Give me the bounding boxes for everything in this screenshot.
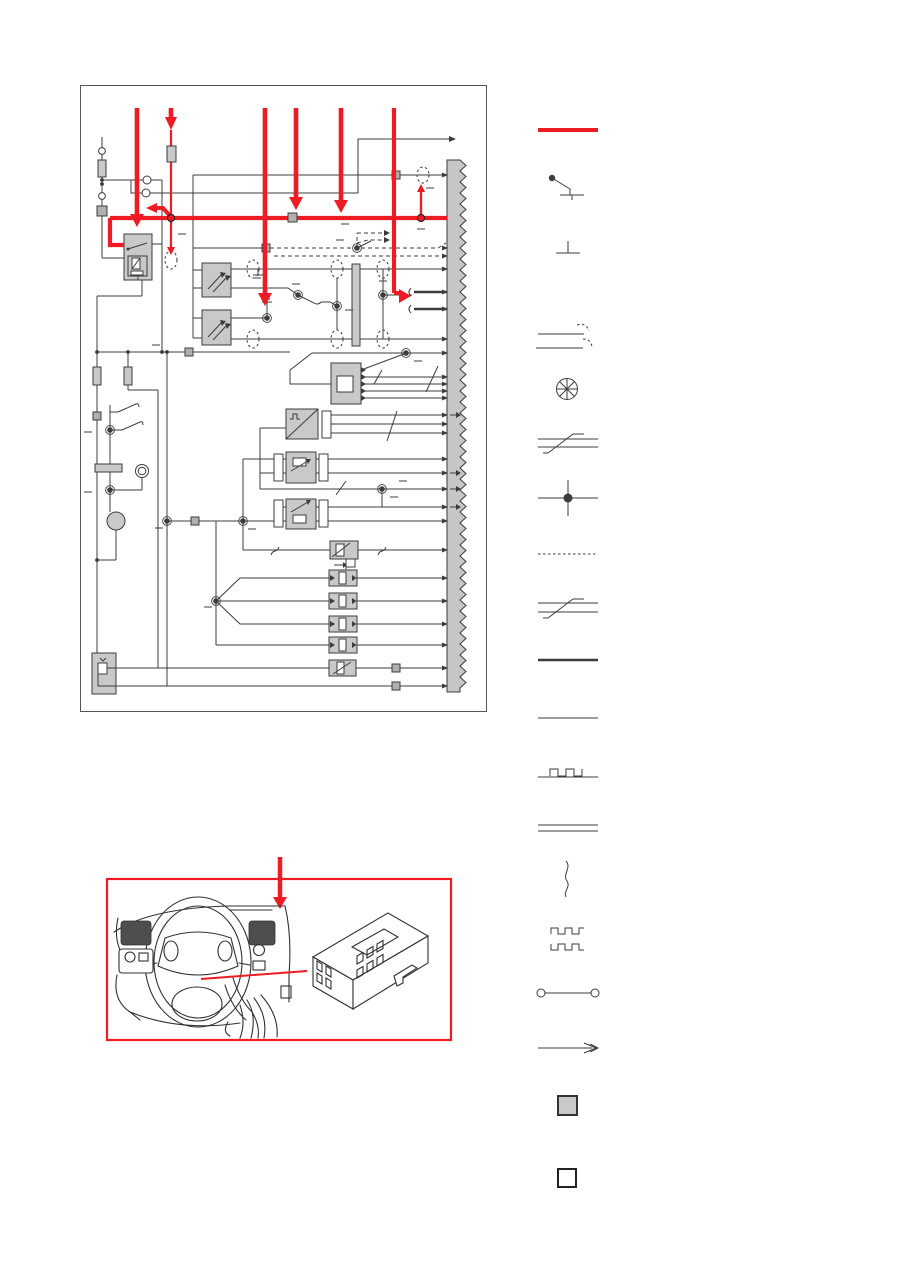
- control-unit-connector-bar: [447, 160, 466, 692]
- exit-arrow: [449, 136, 456, 142]
- relay: [124, 234, 152, 280]
- terminal: [143, 176, 151, 184]
- legend: [536, 130, 599, 1187]
- feed-arrow-2: [165, 117, 177, 130]
- temperature-sensor-2: [274, 499, 328, 529]
- fuse: [98, 160, 106, 177]
- coil-unit-1: [202, 263, 231, 297]
- legend-direction-arrow: [538, 1043, 598, 1053]
- gauge: [136, 465, 149, 478]
- sensor-unit-low: [329, 660, 356, 676]
- terminal: [99, 193, 106, 200]
- legend-shaded-component: [558, 1096, 577, 1115]
- legend-crossing-thin: [538, 434, 598, 453]
- control-module-isometric: [313, 913, 428, 1009]
- legend-double-wire: [538, 825, 598, 831]
- legend-unshaded-component: [558, 1169, 576, 1187]
- fuse-on-highlight: [167, 146, 176, 162]
- terminal: [99, 148, 106, 155]
- legend-flexible-wire: [565, 861, 568, 897]
- motor: [107, 512, 125, 530]
- feed-arrow-6: [394, 108, 399, 293]
- control-module-5pin: [331, 363, 366, 404]
- dashboard-location-callout: [107, 857, 451, 1040]
- highlight-red-layer: [110, 108, 447, 306]
- legend-detachable-connector: [536, 324, 592, 348]
- wiring-schematic: [81, 86, 487, 712]
- resistor: [95, 464, 122, 472]
- connector-strip: [352, 264, 360, 346]
- right-air-vent: [249, 921, 275, 945]
- steering-wheel-art: [114, 897, 291, 1038]
- coil-unit-2: [202, 310, 231, 345]
- legend-pulse-train: [551, 928, 584, 950]
- leader-line: [201, 971, 307, 979]
- terminal: [142, 189, 150, 197]
- ignition-switch: [254, 945, 265, 956]
- legend-crossing-bold: [538, 599, 598, 618]
- legend-pulse-wire: [538, 769, 598, 777]
- legend-ground: [556, 241, 580, 253]
- legend-lamp: [557, 379, 578, 400]
- legend-junction: [538, 480, 598, 516]
- left-bottom-unit: [92, 653, 116, 694]
- impulse-sender: [286, 409, 331, 439]
- fuse: [124, 367, 132, 385]
- left-air-vent: [121, 921, 151, 945]
- legend-round-terminals: [537, 989, 599, 997]
- power-bus: [110, 218, 447, 245]
- components: [92, 148, 400, 694]
- temperature-sensor-1: [274, 452, 328, 483]
- fuse: [93, 367, 101, 385]
- legend-terminal-lug: [549, 175, 584, 200]
- thermo-sensor: [330, 541, 358, 559]
